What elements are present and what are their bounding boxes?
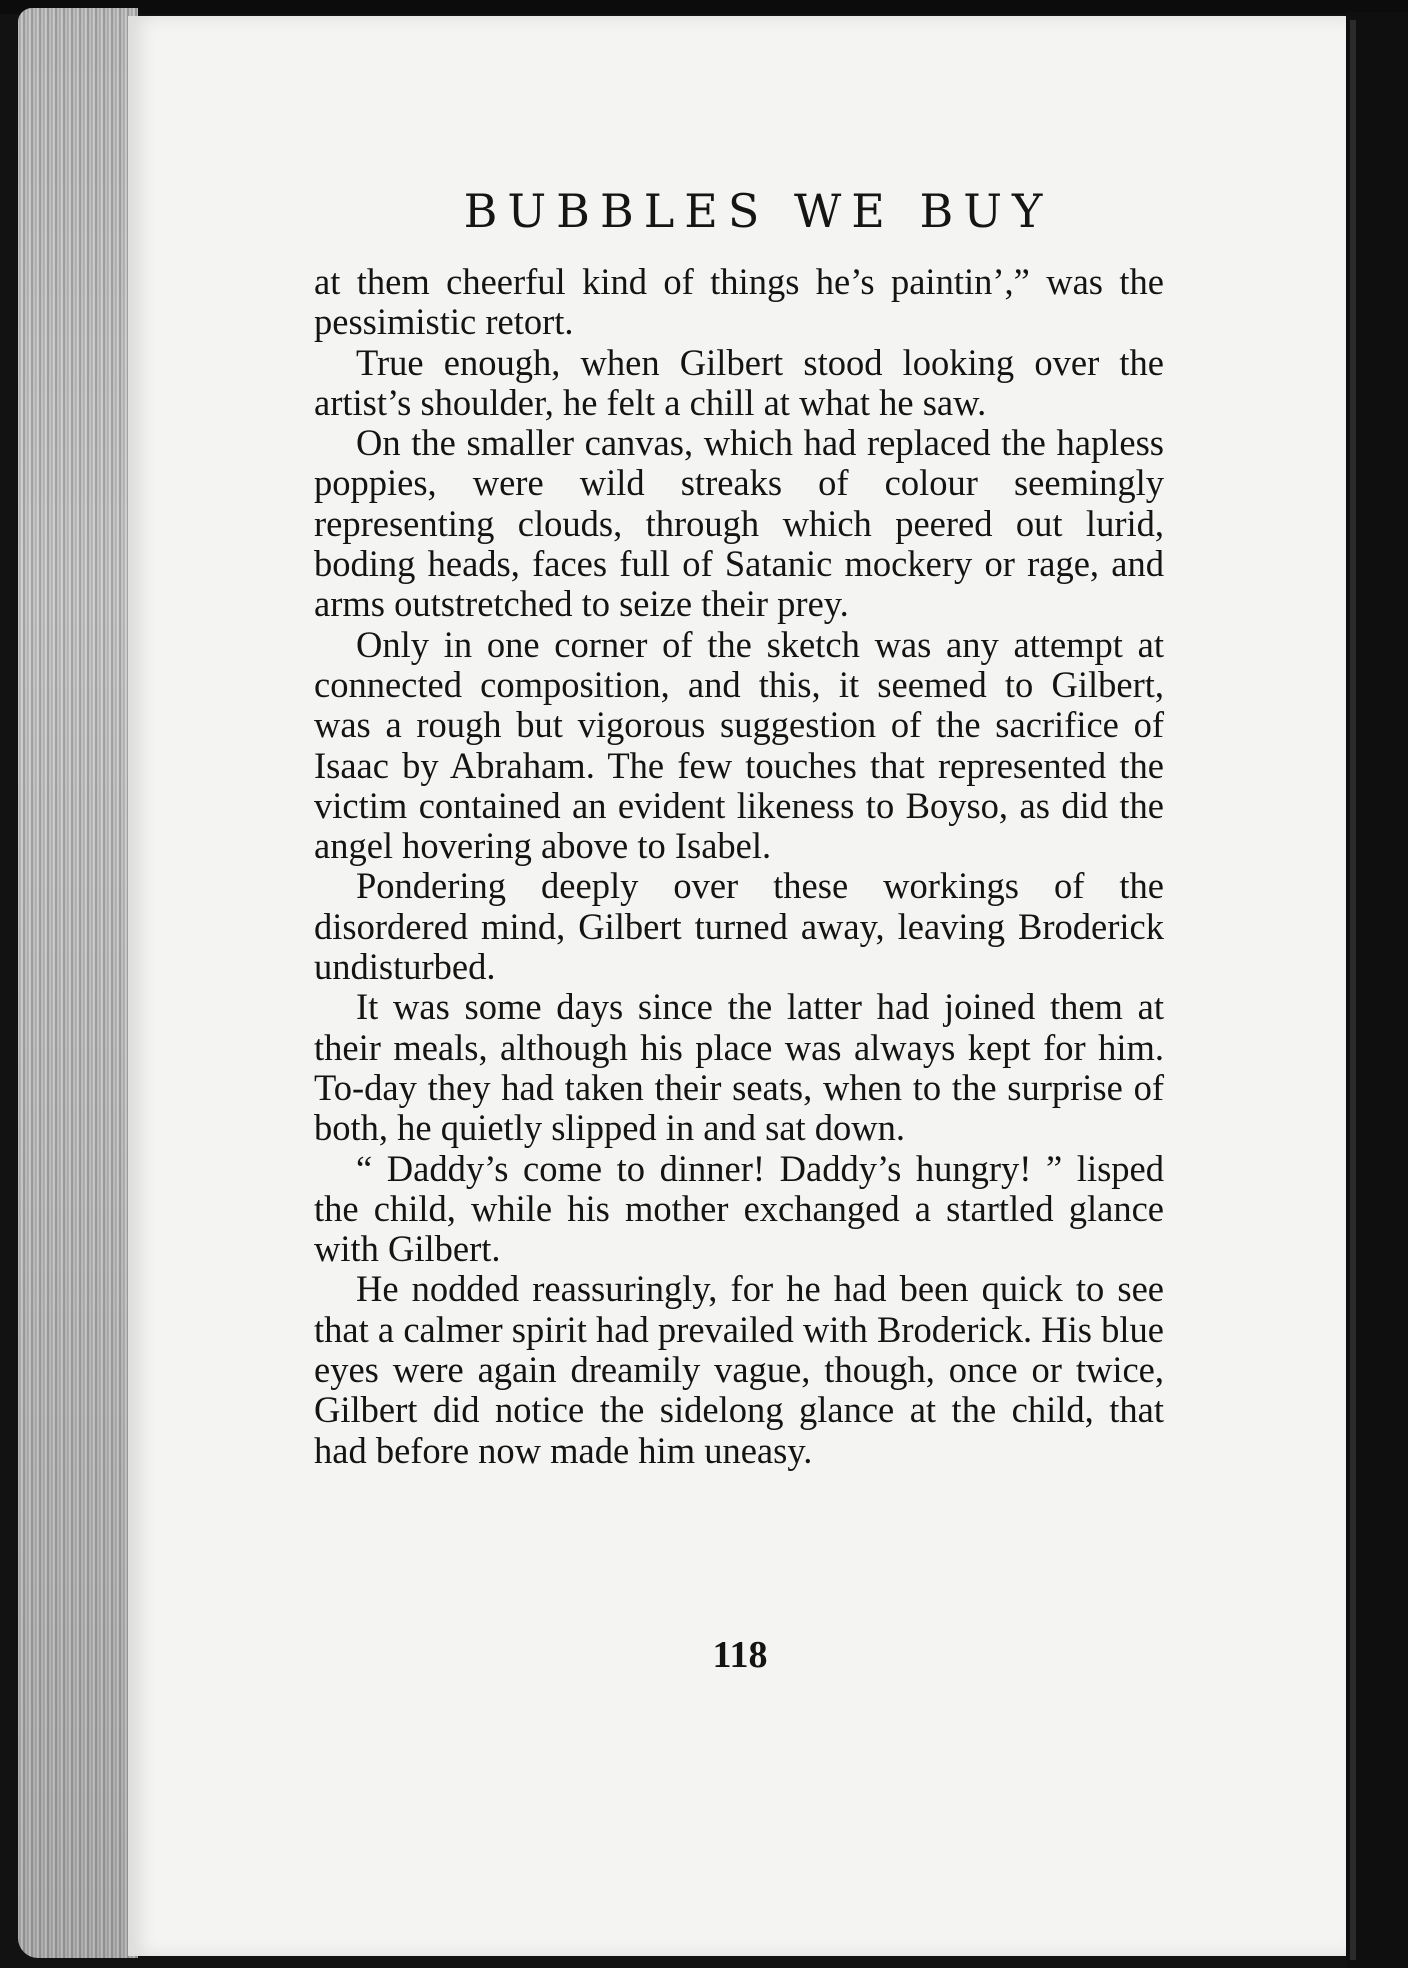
paragraph: On the smaller canvas, which had replaced the hapless poppies, were wild streaks of colour seemingly representing clouds, through which peered out lurid, boding heads, faces full of Satanic mockery or rage, and arms outstretched to seize their prey. [314, 422, 1164, 625]
paragraph: It was some days since the latter had joined them at their meals, although his place was always kept for him. To-day they had taken their seats, when to the surprise of both, he quietly slipped in and sat down. [314, 986, 1164, 1149]
paragraph: Only in one corner of the sketch was any attempt at connected composition, and this, it seemed to Gilbert, was a rough but vigorous suggestion of the sacrifice of Isaac by Abraham. The few touches that represented the victim contained an evident likeness to Boyso, as did the angel hovering above to Isabel. [314, 623, 1164, 867]
page-number: 118 [712, 1634, 768, 1676]
page-edges-shadow [18, 8, 138, 1958]
body-text [314, 262, 1164, 1471]
right-page-edge [1350, 20, 1356, 1960]
paragraph: at them cheerful kind of things he’s paintin’,” was the pessimistic retort. [314, 261, 1164, 343]
running-title: BUBBLES WE BUY [463, 184, 1053, 238]
paragraph: True enough, when Gilbert stood looking over the artist’s shoulder, he felt a chill at what he saw. [314, 341, 1164, 423]
paragraph: He nodded reassuringly, for he had been quick to see that a calmer spirit had prevailed with Broderick. His blue eyes were again dreamily vague, though, once or twice, Gilbert did notice the sidelong glance at the child, that had before now made him uneasy. [314, 1268, 1164, 1471]
paragraph: “ Daddy’s come to dinner! Daddy’s hungry! ” lisped the child, while his mother exchanged a startled glance with Gilbert. [314, 1147, 1164, 1270]
paragraph: Pondering deeply over these workings of the disordered mind, Gilbert turned away, leaving Broderick undisturbed. [314, 865, 1164, 988]
scan-top-border [0, 0, 1408, 14]
